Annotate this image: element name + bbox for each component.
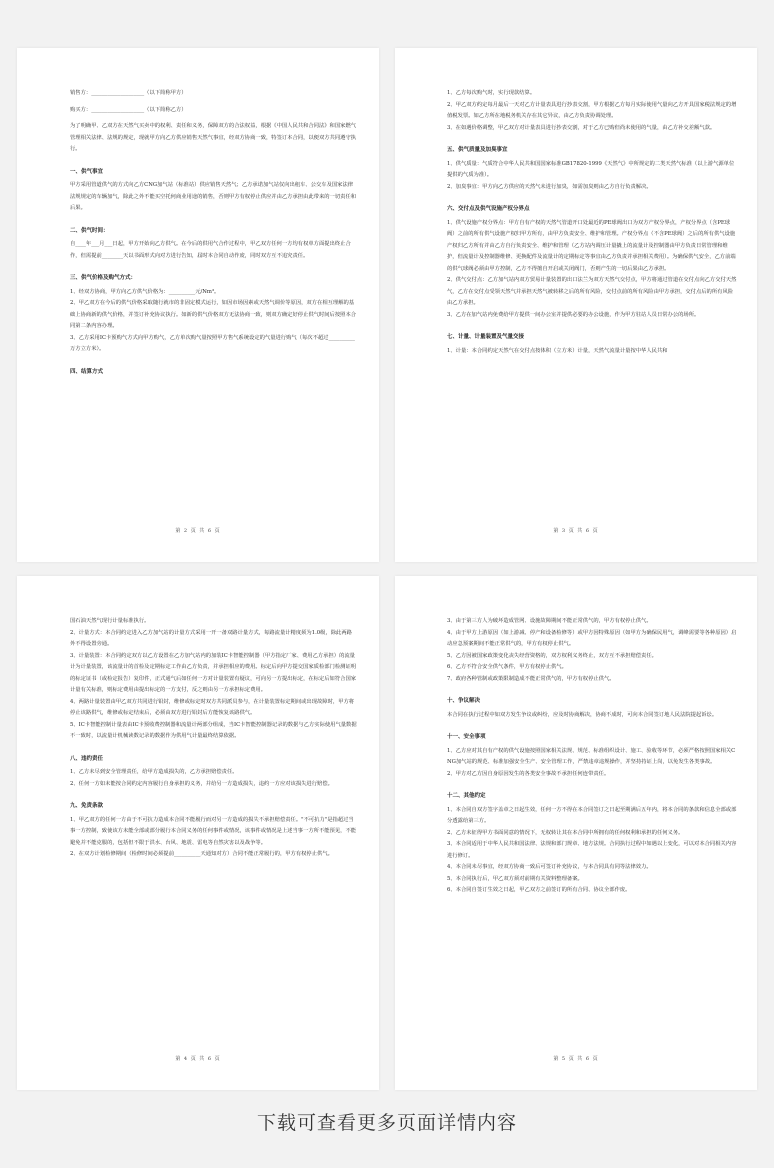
- paragraph: 2、在双方计划检修期间（检修时间必须提前__________天通知对方）合同不能正常履行的，甲方有权停止供气。: [70, 851, 333, 857]
- paragraph: 购买方：____________________（以下简称乙方）: [70, 106, 187, 113]
- page-content: [70, 616, 357, 861]
- paragraph: 1、供气设施产权分界点：甲方自有产权的天然气管道开口处最近的PE球阀出口为双方产权分界点，产权分界点（含PE球阀）之前的所有供气设施产权归甲方所有，由甲方负责安全、维护和管理。产权分界点（不含PE球阀）之后的所有供气设施产权归乙方所有并由乙方自行负责安全、维护和管理（乙方站内调压计量撬上的流量计及控制器由甲方负责日常管理和维护，但流量计及控制器维修、更换配件及流量计的定期标定等事宜由乙方负责并承担相关费用）。为确保供气安全，乙方前端的供气球阀必须由甲方控制，乙方不得擅自开启或关闭阀门，否则产生的一切后果由乙方承担。: [447, 219, 736, 272]
- paragraph: 1、经双方协商，甲方向乙方供气价格为：__________元/Nm³。: [70, 288, 220, 295]
- paragraph: 本合同在执行过程中如双方发生争议或纠纷，应及时协商解决，协商不成时，可向本合同签订地人民法院提起诉讼。: [447, 711, 718, 718]
- section-heading: 三、供气价格及购气方式：: [70, 275, 137, 281]
- paragraph: 4、由于甲方上游原因（如上游减、停产和设备检修等）或甲方因特殊原因（如甲方为确保民用气，调峰需要等各种原因）启动应急预案期间不能正常供气的，甲方有权停止供气。: [447, 629, 737, 647]
- paragraph: 1、供气质量：气质符合中华人民共和国国家标准GB17820-1999《天然气》中所规定的二类天然气标准（以上游气源单位提供的气质为准）。: [447, 160, 735, 178]
- paragraph: 1、乙方每次购气时，实行现款结算。: [447, 90, 536, 96]
- paragraph: 2、乙方未征得甲方书面同意的情况下，无权转让其在本合同中所拥有的任何权利和承担的任何义务。: [447, 829, 684, 836]
- document-page-4: [17, 576, 379, 1090]
- paragraph: 2、甲乙双方约定每月最后一天对乙方计量表具进行抄表交割，甲方根据乙方每月实际使用气量向乙方开具国家税法规定的增值税发票。如乙方所在地税务机关存在其它异议，由乙方负责协调处理。: [447, 101, 737, 119]
- paragraph: 5、IC卡智能控制计量表由IC卡预收费控制器和流量计两部分组成，当IC卡智能控制器记录的数据与乙方实际使用气量数据不一致时，以流量计机械读数记录的数据作为供用气计量最终结算依据。: [70, 721, 357, 739]
- section-heading: 九、免责条款: [70, 803, 104, 809]
- paragraph: 2、甲方对乙方因自身原因发生的各类安全事故不承担任何连带责任。: [447, 770, 610, 777]
- paragraph: 2、加臭事宜：甲方向乙方供应的天然气未进行加臭，如需加臭则由乙方自行负责解决。: [447, 183, 652, 190]
- paragraph: 4、本合同未尽事宜，经双方协商一致后可签订补充协议，与本合同具有同等法律效力。: [447, 864, 652, 870]
- paragraph: 为了明确甲、乙双方在天然气买卖中的权利、责任和义务，保障双方的合法权益，根据《中国人民共和合同法》和国家燃气管理相关法律、法规的规定，现就甲方向乙方供应销售天然气事宜，经双方协商一致，特签订本合同，以便双方共同遵守执行。: [70, 123, 357, 152]
- paragraph: 3、计量装置：本合同约定双方以乙方设置在乙方加气站内的加装IC卡智能控制器（甲方指定厂家、费用乙方承担）的流量计为计量装置，该流量计的首检及定期标定工作由乙方负责，并承担相应的费用。标定后向甲方提交国家质检部门检测证明的标定证书（或检定报告）复印件，正式通气后如任何一方对计量装置有疑议，可向另一方提出标定，在标定后如符合国家计量有关标准，则标定费用由提出标定的一方支付，反之则由另一方承担标定费用。: [70, 652, 357, 693]
- paragraph: 3、本合同适用于中华人民共和国法律、法规和部门规章、地方法规。合同执行过程中如遇以上变化，可以对本合同相关内容进行修订。: [447, 841, 737, 859]
- page-content: [447, 88, 737, 357]
- paragraph: 5、乙方因被国家政策变化丧失经营资格的，双方权利义务终止，双方互不承担赔偿责任。: [447, 652, 657, 659]
- document-page-5: [395, 576, 757, 1090]
- page-content: [70, 88, 357, 380]
- paragraph: 1、乙方未尽到安全管理责任，给甲方造成损失的，乙方承担赔偿责任。: [70, 769, 238, 775]
- paragraph: 销售方：____________________（以下简称甲方）: [70, 90, 187, 96]
- document-page-3: [395, 48, 757, 562]
- paragraph: 3、由于第三方人为破坏造成管网、设施故障期间不能正常供气的，甲方有权停止供气。: [447, 618, 652, 624]
- paragraph: 2、供气交付点：乙方加气站内双方贸易计量装置的出口法兰为双方天然气交付点，甲方将通过管道在交付点向乙方交付天然气，乙方在交付点受领天然气并承担天然气被转移之后的所有风险，交付点前的所有风险由甲方承担，交付点后的所有风险由乙方承担。: [447, 277, 737, 306]
- section-heading: 五、供气质量及加臭事宜: [447, 147, 508, 153]
- paragraph: 3、乙方采用IC卡预购气方式向甲方购气，乙方单次购气量按照甲方售气系统设定的气量进行购气（每次不超过__________万方立方米）。: [70, 334, 355, 352]
- page-content: [447, 616, 737, 897]
- paragraph: 自____年___月___日起，甲方开始向乙方供气。在今后的供用气合作过程中，甲乙双方任何一方均有权单方面提出终止合作，但需提前________天以书面形式向对方进行告知，届时本合同自动作废，同时双方互不追究责任。: [70, 241, 351, 259]
- section-heading: 十二、其他约定: [447, 793, 486, 799]
- paragraph: 1、计量：本合同约定天然气在交付点按体积（立方米）计量，天然气流量计量按中华人民共和: [447, 347, 668, 354]
- section-heading: 一、供气事宜: [70, 168, 104, 175]
- paragraph: 3、乙方在加气站内免费给甲方提供一间办公室并提供必要的办公设施，作为甲方驻站人员日常办公的场所。: [447, 311, 700, 318]
- section-heading: 二、供气时间：: [70, 227, 109, 234]
- section-heading: 十一、安全事项: [447, 734, 486, 740]
- paragraph: 2、任何一方如未能按合同约定内容履行自身承担的义务，并给另一方造成损失，违约一方应对该损失进行赔偿。: [70, 780, 333, 787]
- section-heading: 八、违约责任: [70, 755, 104, 762]
- paragraph: 1、乙方应对其自有产权的供气设施按照国家相关法规、规范、标准组织设计、施工、验收等环节，必须严格按照国家相关CNG加气站的规范、标准加强安全生产、安全管理工作，严禁违章违规操作，并坚持持证上岗，以免发生各类事故。: [447, 747, 736, 765]
- paragraph: 4、两路计量装置由甲乙双方共同进行铅封，维修或标定时双方共同派员参与，在计量装置标定期间或出现故障时，甲方将停止该路供气，维修或标定结束后，必须由双方进行铅封后方能恢复该路供气。: [70, 698, 355, 716]
- paragraph: 2、计量方式：本合同约定进入乙方加气站的计量方式采用一开一备双路计量方式，每路流量计精度须为1.0级，除此两路外不得设置旁通。: [70, 629, 352, 647]
- paragraph: 3、在如遇价格调整，甲乙双方对计量表具进行抄表交割，对于乙方已购但尚未使用的气量，由乙方补交差额气款。: [447, 124, 716, 131]
- paragraph: 6、乙方不符合安全供气条件，甲方有权停止供气。: [447, 664, 567, 670]
- section-heading: 四、结算方式: [70, 368, 104, 375]
- page-number: 第 5 页 共 6 页: [553, 1056, 599, 1062]
- paragraph: 甲方采用管道供气的方式向乙方CNG加气站（标准站）供应销售天然气；乙方承诺加气站仅向出租车、公交车及国家法律法规规定的车辆加气，除此之外不能买空托何商业用途的销售，否则甲方有权停止供应并由乙方承担由此带来的一切责任和后果。: [70, 182, 357, 211]
- section-heading: 六、交付点及供气设施产权分界点: [447, 206, 530, 212]
- paragraph: 1、甲乙双方的任何一方由于不可抗力造成本合同不能履行而对另一方造成的损失不承担赔偿责任。"不可抗力"是指超过当事一方控制，致使该方未能全部或部分履行本合同义务的任何事件或情况，该事件或情况是上述当事一方所不能预见，不能避免并不能克服的，包括但不限于洪水、台风、地震、雷电等自然灾害以及战争等。: [70, 816, 357, 846]
- section-heading: 七、计量、计量装置及气量交接: [447, 334, 525, 340]
- page-number: 第 4 页 共 6 页: [175, 1056, 221, 1062]
- page-number: 第 3 页 共 6 页: [553, 528, 599, 534]
- paragraph: 2、甲乙双方在今后的供气价格采取随行就市的非固定模式运行，如因市场因素或天然气调价等原因，双方在相互理解的基础上协商新的供气价格，并签订补充协议执行。如新的供气价格双方无法协商一致，则双方确定好停止供气时间后按照本合同第二条内容办理。: [70, 300, 357, 329]
- paragraph: 5、本合同执行后，甲乙双方须对前期有关资料整理备案。: [447, 875, 583, 882]
- section-heading: 十、争议解决: [447, 698, 481, 704]
- paragraph: 6、本合同自签订生效之日起，甲乙双方之前签订的所有合同、协议全部作废。: [447, 887, 631, 893]
- paragraph: 7、政府各种管制或政策限制造成不能正常供气的，甲方有权停止供气。: [447, 675, 615, 682]
- page-number: 第 2 页 共 6 页: [175, 528, 221, 534]
- paragraph: 1、本合同自双方签字盖章之日起生效，任何一方不得在本合同签订之日起至期满后五年内，将本合同的条款和信息全部或部分透露给第三方。: [447, 806, 737, 824]
- document-page-2: [17, 48, 379, 562]
- download-more-banner[interactable]: 下载可查看更多页面详情内容: [256, 1112, 517, 1134]
- paragraph: 国石油天然气现行计量标准执行。: [70, 618, 150, 624]
